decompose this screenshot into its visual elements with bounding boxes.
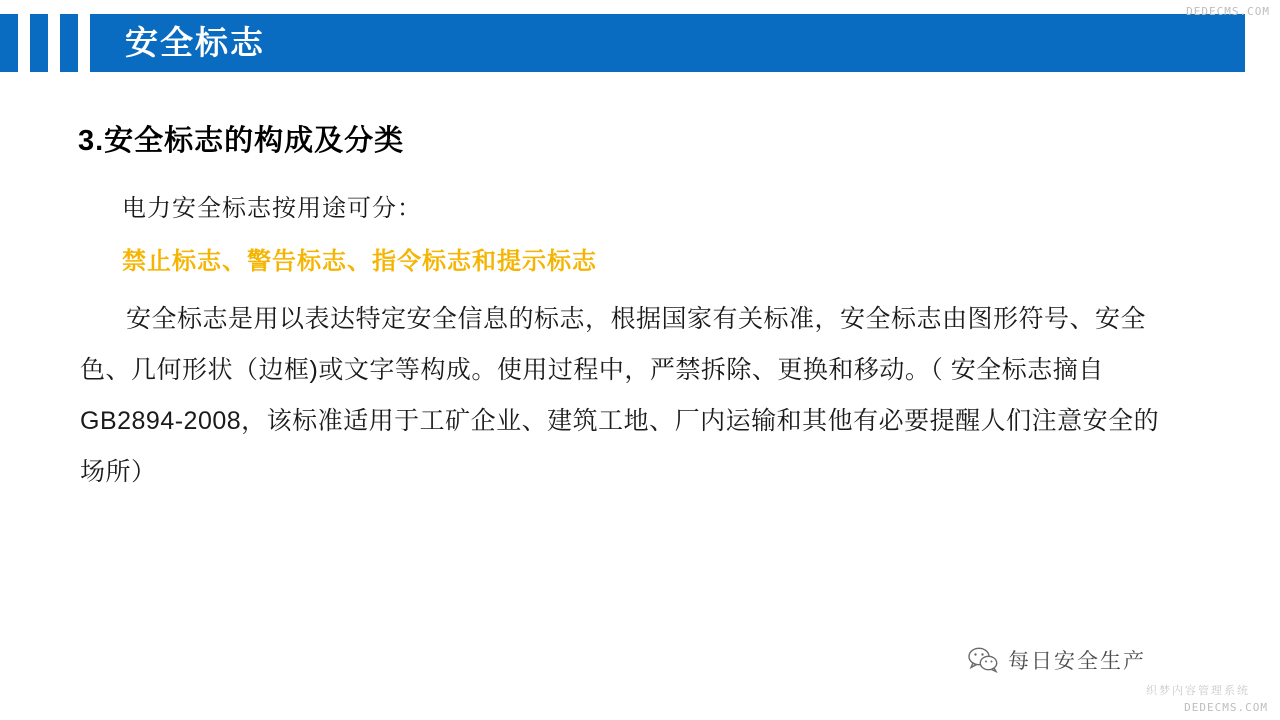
watermark-bottom-right: DEDECMS.COM: [1184, 701, 1268, 714]
header-tick-mark: [18, 14, 30, 72]
watermark-bottom-cn: 织梦内容管理系统: [1146, 685, 1250, 697]
body-paragraph: 安全标志是用以表达特定安全信息的标志，根据国家有关标准，安全标志由图形符号、安全色、几何形状（边框)或文字等构成。使用过程中，严禁拆除、更换和移动。（ 安全标志摘自GB2894-2008，该标准适用于工矿企业、建筑工地、厂内运输和其他有必要提醒人们注意安全的场所）: [80, 305, 1160, 486]
watermark-top-right: DEDECMS.COM: [1186, 5, 1270, 18]
wechat-watermark: [968, 645, 1146, 675]
wechat-icon: [968, 647, 998, 673]
section-heading: 3.安全标志的构成及分类: [78, 125, 405, 157]
intro-line: 电力安全标志按用途可分：: [122, 195, 422, 222]
content-block: [80, 188, 1170, 498]
slide-header: [0, 14, 1245, 72]
highlight-line: 禁止标志、警告标志、指令标志和提示标志: [122, 248, 597, 275]
wechat-label: 每日安全生产: [1008, 650, 1146, 673]
page-title: 安全标志: [125, 24, 265, 61]
header-tick-mark: [78, 14, 90, 72]
header-tick-mark: [48, 14, 60, 72]
